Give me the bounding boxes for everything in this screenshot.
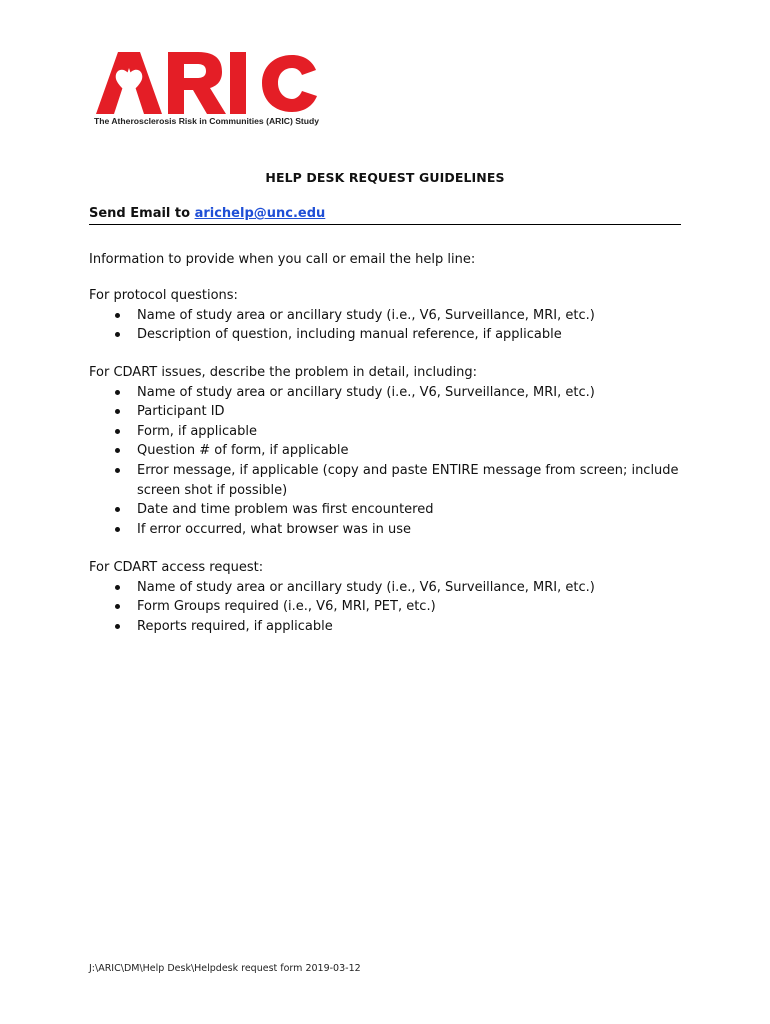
list-item: Name of study area or ancillary study (i.e., V6, Surveillance, MRI, etc.)	[89, 383, 679, 403]
list-item: Reports required, if applicable	[89, 617, 679, 637]
section-cdart-access	[89, 558, 679, 636]
page-title: HELP DESK REQUEST GUIDELINES	[265, 170, 505, 185]
section-heading: For protocol questions:	[89, 288, 238, 303]
bullet-list	[89, 578, 679, 637]
list-item: Form, if applicable	[89, 422, 679, 442]
list-item: Question # of form, if applicable	[89, 441, 679, 461]
email-instruction	[89, 206, 681, 225]
email-link[interactable]: arichelp@unc.edu	[194, 206, 326, 221]
section-cdart-issues	[89, 363, 679, 539]
list-item: Name of study area or ancillary study (i.e., V6, Surveillance, MRI, etc.)	[89, 578, 679, 598]
section-protocol-questions	[89, 286, 679, 345]
email-prefix: Send Email to	[89, 206, 195, 221]
aric-logo-mark	[94, 48, 334, 116]
section-heading: For CDART access request:	[89, 560, 264, 575]
bullet-list	[89, 383, 679, 540]
list-item: Date and time problem was first encountered	[89, 500, 679, 520]
list-item: Description of question, including manual reference, if applicable	[89, 325, 679, 345]
footer-file-path: J:\ARIC\DM\Help Desk\Helpdesk request form 2019-03-12	[89, 963, 361, 974]
aric-logo	[94, 48, 334, 132]
section-heading: For CDART issues, describe the problem in detail, including:	[89, 365, 478, 380]
list-item: Error message, if applicable (copy and paste ENTIRE message from screen; include screen shot if possible)	[89, 461, 679, 500]
list-item: Form Groups required (i.e., V6, MRI, PET, etc.)	[89, 597, 679, 617]
list-item: Name of study area or ancillary study (i.e., V6, Surveillance, MRI, etc.)	[89, 306, 679, 326]
logo-tagline: The Atherosclerosis Risk in Communities (ARIC) Study	[94, 116, 320, 126]
intro-text: Information to provide when you call or email the help line:	[89, 252, 476, 267]
list-item: If error occurred, what browser was in use	[89, 520, 679, 540]
bullet-list	[89, 306, 679, 345]
list-item: Participant ID	[89, 402, 679, 422]
